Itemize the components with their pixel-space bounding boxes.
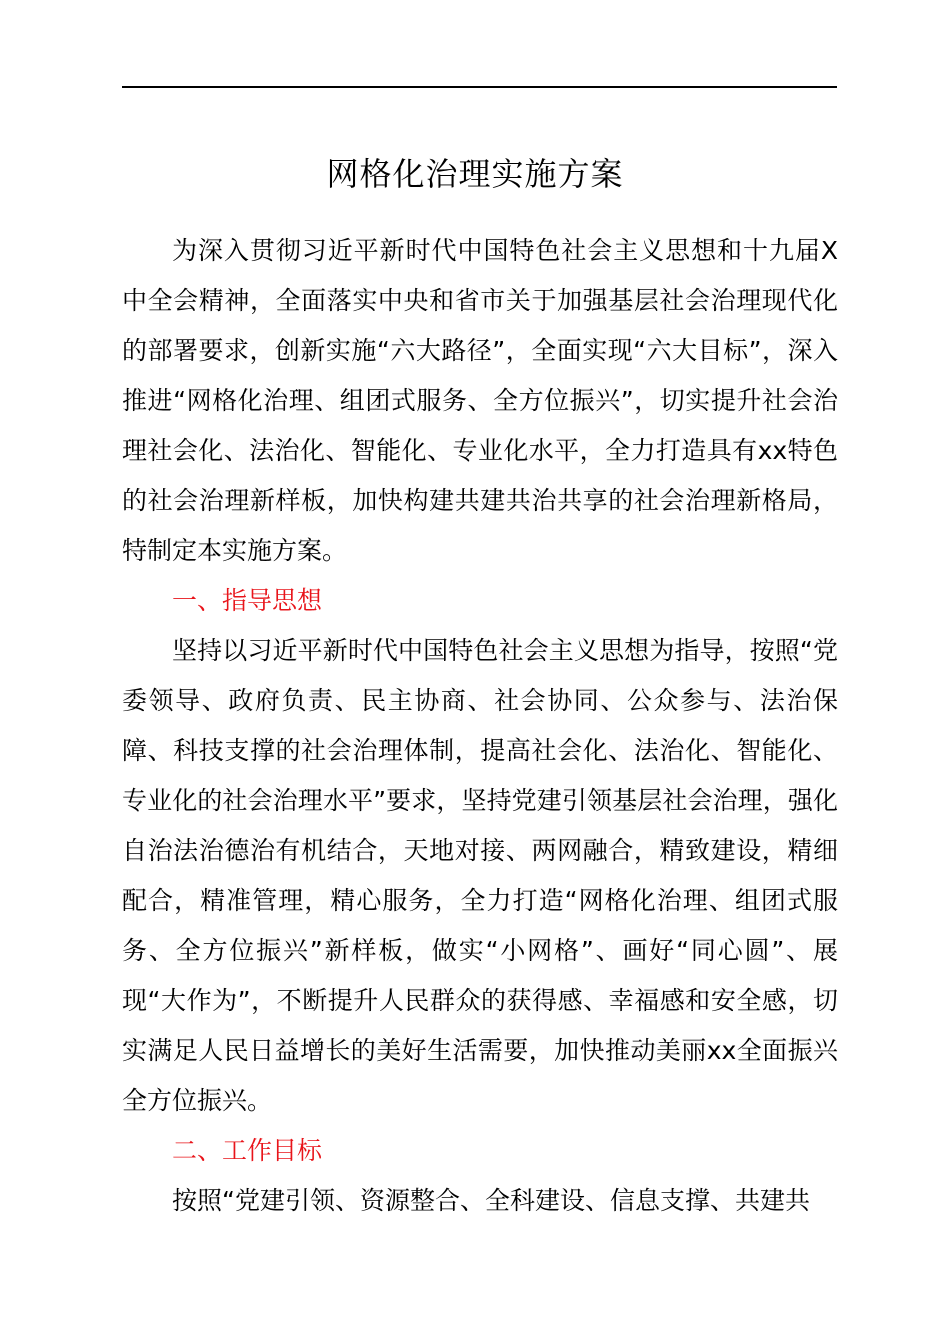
section-paragraph-guiding-ideology: 坚持以习近平新时代中国特色社会主义思想为指导，按照“党委领导、政府负责、民主协商、社会协同、公众参与、法治保障、科技支撑的社会治理体制，提高社会化、法治化、智能化、专业化的社会治理水平”要求，坚持党建引领基层社会治理，强化自治法治德治有机结合，天地对接、两网融合，精致建设，精细配合，精准管理，精心服务，全力打造“网格化治理、组团式服务、全方位振兴”新样板，做实“小网格”、画好“同心圆”、展现“大作为”，不断提升人民群众的获得感、幸福感和安全感，切实满足人民日益增长的美好生活需要，加快推动美丽xx全面振兴全方位振兴。 [122, 636, 838, 1115]
section-heading-work-goals: 二、工作目标 [172, 1136, 323, 1165]
section-heading-guiding-ideology: 一、指导思想 [172, 586, 323, 615]
document-title: 网格化治理实施方案 [326, 155, 624, 193]
section-paragraph-work-goals: 按照“党建引领、资源整合、全科建设、信息支撑、共建共 [172, 1186, 810, 1215]
header-rule [122, 86, 837, 88]
document-body [122, 226, 838, 1226]
intro-paragraph: 为深入贯彻习近平新时代中国特色社会主义思想和十九届X中全会精神，全面落实中央和省市关于加强基层社会治理现代化的部署要求，创新实施“六大路径”，全面实现“六大目标”，深入推进“网格化治理、组团式服务、全方位振兴”，切实提升社会治理社会化、法治化、智能化、专业化水平，全力打造具有xx特色的社会治理新样板，加快构建共建共治共享的社会治理新格局，特制定本实施方案。 [122, 236, 838, 565]
